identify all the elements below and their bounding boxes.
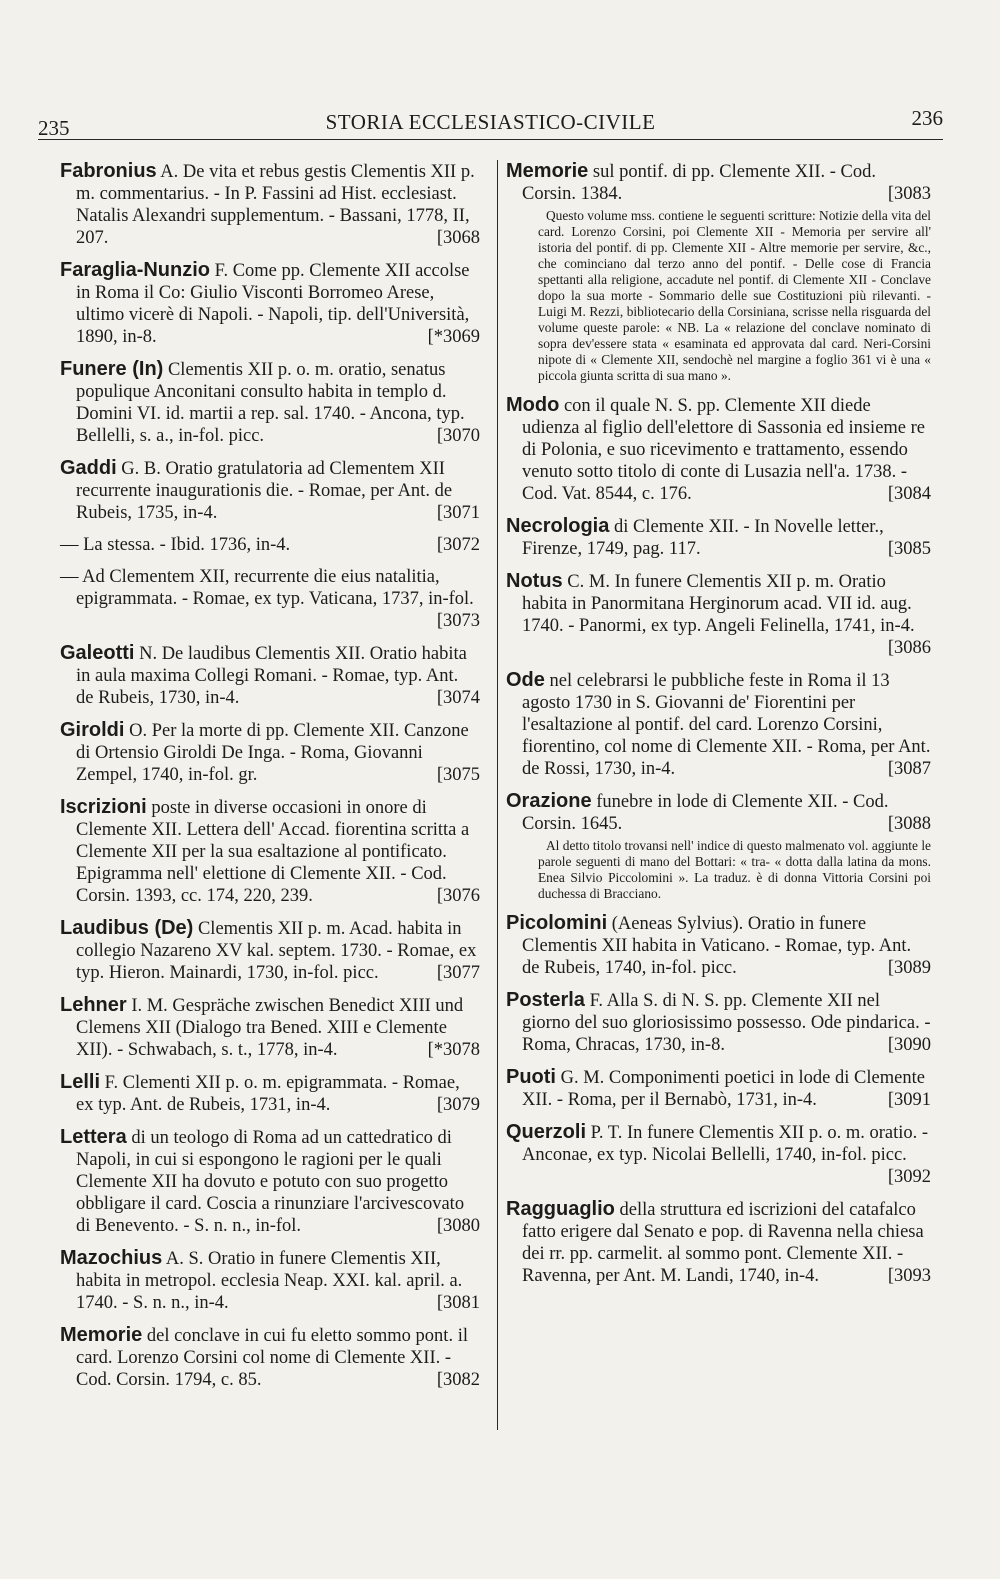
entry-number: [3077 [436,963,480,983]
entry-number: [3086 [887,638,931,658]
entry-headword: Fabronius [60,160,157,182]
entry-text: F. Come pp. Clemente XII accolse in Roma il Co: Giulio Visconti Borromeo Arese, ultimo vicerè di Napoli. - Napoli, tip. dell'Università, 1890, in-8. [76,261,470,347]
bibliography-entry [60,1324,480,1391]
entry-number: [3071 [436,503,480,523]
entry-number: [3079 [436,1095,480,1115]
entry-headword: Giroldi [60,719,125,741]
entry-text: Clementis XII p. m. Acad. habita in collegio Nazareno XV kal. septem. 1730. - Romae, ex typ. Hieron. Mainardi, 1730, in-fol. picc. [76,919,477,983]
bibliography-entry [506,394,931,505]
bibliography-entry [60,534,480,556]
entry-text: F. Alla S. di N. S. pp. Clemente XII nel giorno del suo gloriosissimo possesso. Ode pindarica. - Roma, Chracas, 1730, in-8. [522,991,931,1055]
entry-number: [3092 [887,1167,931,1187]
entry-text: della struttura ed iscrizioni del catafalco fatto erigere dal Senato e pop. di Ravenna nella chiesa dei rr. pp. carmelit. al sommo pont. Clemente XII. - Ravenna, per Ant. M. Landi, 1740, in-4. [522,1200,924,1286]
entry-headword: Querzoli [506,1121,587,1143]
entry-text: di Clemente XII. - In Novelle letter., Firenze, 1749, pag. 117. [522,517,884,559]
entry-text: Clementis XII p. o. m. oratio, senatus populique Anconitani consulto habita in templo d. Domini VI. id. martii a rep. sal. 1740. - Ancona, typ. Bellelli, s. a., in-fol. picc. [76,360,465,446]
bibliography-entry [60,994,480,1061]
entry-text: I. M. Gespräche zwischen Benedict XIII und Clemens XII (Dialogo tra Bened. XIII e Clemente XII). - Schwabach, s. t., 1778, in-4. [76,996,464,1060]
running-header [38,106,943,140]
bibliography-entry [60,566,480,632]
entry-number: [3089 [887,958,931,978]
column-divider [497,160,498,1430]
entry-headword: Necrologia [506,515,610,537]
bibliography-entry [506,1121,931,1188]
entry-number: [3074 [436,688,480,708]
entry-headword: Lehner [60,994,127,1016]
entry-headword: Lettera [60,1126,127,1148]
entry-number: [3080 [436,1216,480,1236]
bibliography-entry [506,912,931,979]
entry-number: [3090 [887,1035,931,1055]
entry-note: Questo volume mss. contiene le seguenti scritture: Notizie della vita del card. Lorenzo Corsini, poi Clemente XII - Memoria per servire all' istoria del pontif. di pp. Clemente XII - Altre memorie per servire, &c., che cominciano dal terzo anno del pontif. - Delle cose di Francia spettanti alla religione, accadute nel pontif. di Clemente XII - Conclave dopo la sua morte - Sommario delle sue Costituzioni più rilevanti. - Luigi M. Rezzi, bibliotecario della Corsiniana, scrisse nella risguarda del volume queste parole: « NB. La « relazione del conclave nominato di sopra dev'essere stata « esaminata ed approvata dal card. Neri-Corsini nipote di « Clemente XII, sendochè nel margine a foglio 361 vi è una « piccola giunta scritta di sua mano ». [538,208,931,383]
entry-headword: Mazochius [60,1247,163,1269]
entry-number: [3068 [436,228,480,248]
entry-number: [3072 [436,535,480,555]
entry-text: N. De laudibus Clementis XII. Oratio habita in aula maxima Collegi Romani. - Romae, typ. Ant. de Rubeis, 1730, in-4. [76,644,467,708]
right-column [506,160,931,1297]
entry-number: [3075 [436,765,480,785]
entry-number: [3070 [436,426,480,446]
entry-number: [3084 [887,484,931,504]
entry-number: [3081 [436,1293,480,1313]
entry-text: nel celebrarsi le pubbliche feste in Roma il 13 agosto 1730 in S. Giovanni de' Fiorentini per l'esaltazione al pontif. del card. Lorenzo Corsini, fiorentino, col nome di Clemente XII. - Roma, per Ant. de Rossi, 1730, in-4. [522,671,931,779]
header-rule [38,139,943,140]
bibliography-entry [60,642,480,709]
entry-headword: Iscrizioni [60,796,147,818]
entry-text: del conclave in cui fu eletto sommo pont. il card. Lorenzo Corsini col nome di Clemente XII. - Cod. Corsin. 1794, c. 85. [76,1326,468,1390]
bibliography-entry [60,719,480,786]
entry-text: — La stessa. - Ibid. 1736, in-4. [60,535,291,555]
entry-headword: Picolomini [506,912,608,934]
entry-number: [3085 [887,539,931,559]
running-title: STORIA ECCLESIASTICO-CIVILE [325,110,656,134]
bibliography-entry [60,1247,480,1314]
entry-text: C. M. In funere Clementis XII p. m. Oratio habita in Panormitana Herginorum acad. VII id. aug. 1740. - Panormi, ex typ. Angeli Felinella, 1741, in-4. [522,572,915,636]
entry-text: G. M. Componimenti poetici in lode di Clemente XII. - Roma, per il Bernabò, 1731, in-4. [522,1068,925,1110]
bibliography-entry [60,259,480,348]
entry-headword: Ragguaglio [506,1198,615,1220]
bibliography-entry [506,1066,931,1111]
entry-headword: Funere (In) [60,358,164,380]
entry-headword: Notus [506,570,563,592]
bibliography-entry [60,457,480,524]
entry-text: — Ad Clementem XII, recurrente die eius natalitia, epigrammata. - Romae, ex typ. Vaticana, 1737, in-fol. [60,567,474,609]
entry-text: poste in diverse occasioni in onore di Clemente XII. Lettera dell' Accad. fiorentina scritta a Clemente XII per la sua esaltazione al pontificato. Epigramma nell' elettione di Clemente XII. - Cod. Corsin. 1393, cc. 174, 220, 239. [76,798,470,906]
entry-number: [3088 [887,814,931,834]
entry-headword: Memorie [506,160,589,182]
page-number-right: 236 [911,106,943,130]
entry-number: [3091 [887,1090,931,1110]
entry-number: [3083 [887,184,931,204]
bibliography-entry [506,669,931,780]
entry-text: sul pontif. di pp. Clemente XII. - Cod. Corsin. 1384. [522,162,876,204]
entry-text: G. B. Oratio gratulatoria ad Clementem XII recurrente inaugurationis die. - Romae, per Ant. de Rubeis, 1735, in-4. [76,459,453,523]
entry-text: F. Clementi XII p. o. m. epigrammata. - Romae, ex typ. Ant. de Rubeis, 1731, in-4. [76,1073,460,1115]
left-column [60,160,480,1401]
bibliography-entry [60,160,480,249]
entry-text: funebre in lode di Clemente XII. - Cod. Corsin. 1645. [522,792,889,834]
entry-headword: Gaddi [60,457,117,479]
bibliography-entry [60,358,480,447]
entry-text: A. S. Oratio in funere Clementis XII, habita in metropol. ecclesia Neap. XXI. kal. april. a. 1740. - S. n. n., in-4. [76,1249,463,1313]
entry-text: con il quale N. S. pp. Clemente XII diede udienza al figlio dell'elettore di Sassonia ed insieme re di Polonia, e suo ricevimento e trattamento, essendo venuto sotto titolo di conte di Lusazia nell'a. 1738. - Cod. Vat. 8544, c. 176. [522,396,926,504]
entry-number: [3087 [887,759,931,779]
bibliography-entry [60,917,480,984]
entry-number: [*3069 [427,327,480,347]
entry-note: Al detto titolo trovansi nell' indice di questo malmenato vol. aggiunte le parole seguenti di mano del Bottari: « tra- « dotta dalla latina da mons. Enea Silvio Piccolomini ». La traduz. è di donna Vittoria Corsini poi duchessa di Bracciano. [538,838,931,901]
bibliography-entry [506,160,931,384]
bibliography-entry [506,989,931,1056]
entry-headword: Galeotti [60,642,135,664]
bibliography-entry [506,1198,931,1287]
entry-headword: Posterla [506,989,585,1011]
entry-headword: Laudibus (De) [60,917,194,939]
page-number-left: 235 [38,116,70,140]
entry-text: (Aeneas Sylvius). Oratio in funere Clementis XII habita in Vaticano. - Romae, typ. Ant. de Rubeis, 1740, in-fol. picc. [522,914,912,978]
bibliography-entry [506,515,931,560]
entry-number: [*3078 [427,1040,480,1060]
entry-number: [3073 [436,611,480,631]
entry-headword: Modo [506,394,560,416]
entry-text: O. Per la morte di pp. Clemente XII. Canzone di Ortensio Giroldi De Inga. - Roma, Giovanni Zempel, 1740, in-fol. gr. [76,721,469,785]
entry-number: [3082 [436,1370,480,1390]
entry-headword: Lelli [60,1071,101,1093]
bibliography-entry [60,796,480,907]
entry-headword: Ode [506,669,545,691]
entry-headword: Memorie [60,1324,143,1346]
entry-number: [3076 [436,886,480,906]
entry-number: [3093 [887,1266,931,1286]
bibliography-entry [506,570,931,659]
entry-text: A. De vita et rebus gestis Clementis XII p. m. commentarius. - In P. Fassini ad Hist. ecclesiast. Natalis Alexandri supplementum. - Bassani, 1778, II, 207. [76,162,475,248]
bibliography-entry [506,790,931,902]
entry-text: P. T. In funere Clementis XII p. o. m. oratio. - Anconae, ex typ. Nicolai Bellelli, 1740, in-fol. picc. [522,1123,929,1165]
entry-headword: Faraglia-Nunzio [60,259,211,281]
entry-text: di un teologo di Roma ad un cattedratico di Napoli, in cui si espongono le ragioni per le quali Clemente XII ha dovuto e potuto con suo progetto obbligare il card. Coscia a rinunziare l'arcivescovato di Benevento. - S. n. n., in-fol. [76,1128,465,1236]
bibliography-entry [60,1071,480,1116]
entry-headword: Puoti [506,1066,556,1088]
bibliography-entry [60,1126,480,1237]
entry-headword: Orazione [506,790,592,812]
